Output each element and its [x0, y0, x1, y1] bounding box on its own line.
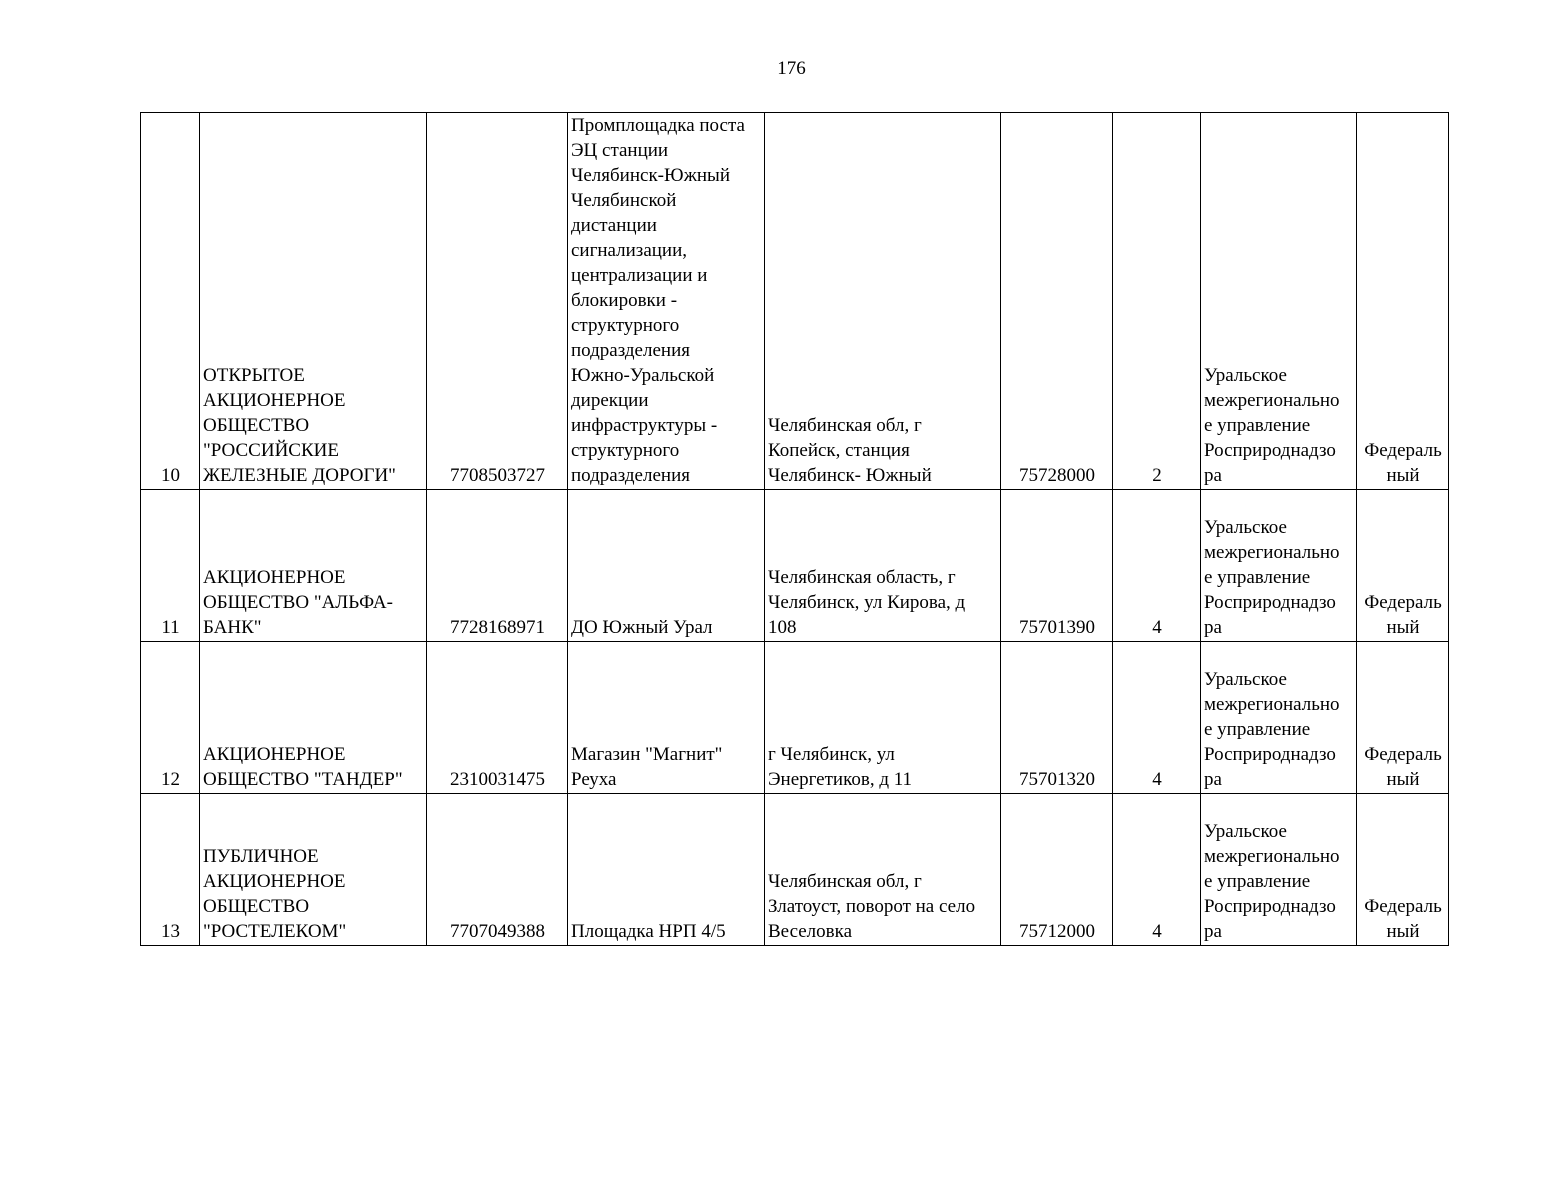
page-number: 176 [777, 58, 806, 79]
inn: 2310031475 [427, 642, 568, 794]
object-address: Челябинская обл, г Копейск, станция Челябинск- Южный [765, 113, 1001, 490]
organization-name: АКЦИОНЕРНОЕ ОБЩЕСТВО "ТАНДЕР" [200, 642, 427, 794]
object-category: 2 [1113, 113, 1201, 490]
table-row [141, 642, 1449, 794]
object-category: 4 [1113, 642, 1201, 794]
object-category: 4 [1113, 794, 1201, 946]
object-name: Магазин "Магнит" Реуха [568, 642, 765, 794]
supervision-level: Федераль ный [1357, 642, 1449, 794]
table-row [141, 794, 1449, 946]
table-row [141, 490, 1449, 642]
object-address: г Челябинск, ул Энергетиков, д 11 [765, 642, 1001, 794]
object-name: ДО Южный Урал [568, 490, 765, 642]
organization-name: ОТКРЫТОЕ АКЦИОНЕРНОЕ ОБЩЕСТВО "РОССИЙСКИЕ ЖЕЛЕЗНЫЕ ДОРОГИ" [200, 113, 427, 490]
registry-table [140, 112, 1449, 946]
supervision-level: Федераль ный [1357, 490, 1449, 642]
oktmo-code: 75728000 [1001, 113, 1113, 490]
oktmo-code: 75712000 [1001, 794, 1113, 946]
row-number: 13 [141, 794, 200, 946]
inn: 7728168971 [427, 490, 568, 642]
oktmo-code: 75701390 [1001, 490, 1113, 642]
supervisory-agency: Уральское межрегионально е управление Росприроднадзо ра [1201, 794, 1357, 946]
supervision-level: Федераль ный [1357, 113, 1449, 490]
supervisory-agency: Уральское межрегионально е управление Росприроднадзо ра [1201, 490, 1357, 642]
row-number: 10 [141, 113, 200, 490]
supervisory-agency: Уральское межрегионально е управление Росприроднадзо ра [1201, 113, 1357, 490]
supervisory-agency: Уральское межрегионально е управление Росприроднадзо ра [1201, 642, 1357, 794]
inn: 7708503727 [427, 113, 568, 490]
oktmo-code: 75701320 [1001, 642, 1113, 794]
object-category: 4 [1113, 490, 1201, 642]
object-name: Промплощадка поста ЭЦ станции Челябинск-Южный Челябинской дистанции сигнализации, централизации и блокировки - структурного подразделения Южно-Уральской дирекции инфраструктуры - структурного подразделения [568, 113, 765, 490]
row-number: 12 [141, 642, 200, 794]
object-name: Площадка НРП 4/5 [568, 794, 765, 946]
object-address: Челябинская область, г Челябинск, ул Кирова, д 108 [765, 490, 1001, 642]
row-number: 11 [141, 490, 200, 642]
organization-name: ПУБЛИЧНОЕ АКЦИОНЕРНОЕ ОБЩЕСТВО "РОСТЕЛЕКОМ" [200, 794, 427, 946]
supervision-level: Федераль ный [1357, 794, 1449, 946]
table-row [141, 113, 1449, 490]
object-address: Челябинская обл, г Златоуст, поворот на село Веселовка [765, 794, 1001, 946]
organization-name: АКЦИОНЕРНОЕ ОБЩЕСТВО "АЛЬФА- БАНК" [200, 490, 427, 642]
inn: 7707049388 [427, 794, 568, 946]
